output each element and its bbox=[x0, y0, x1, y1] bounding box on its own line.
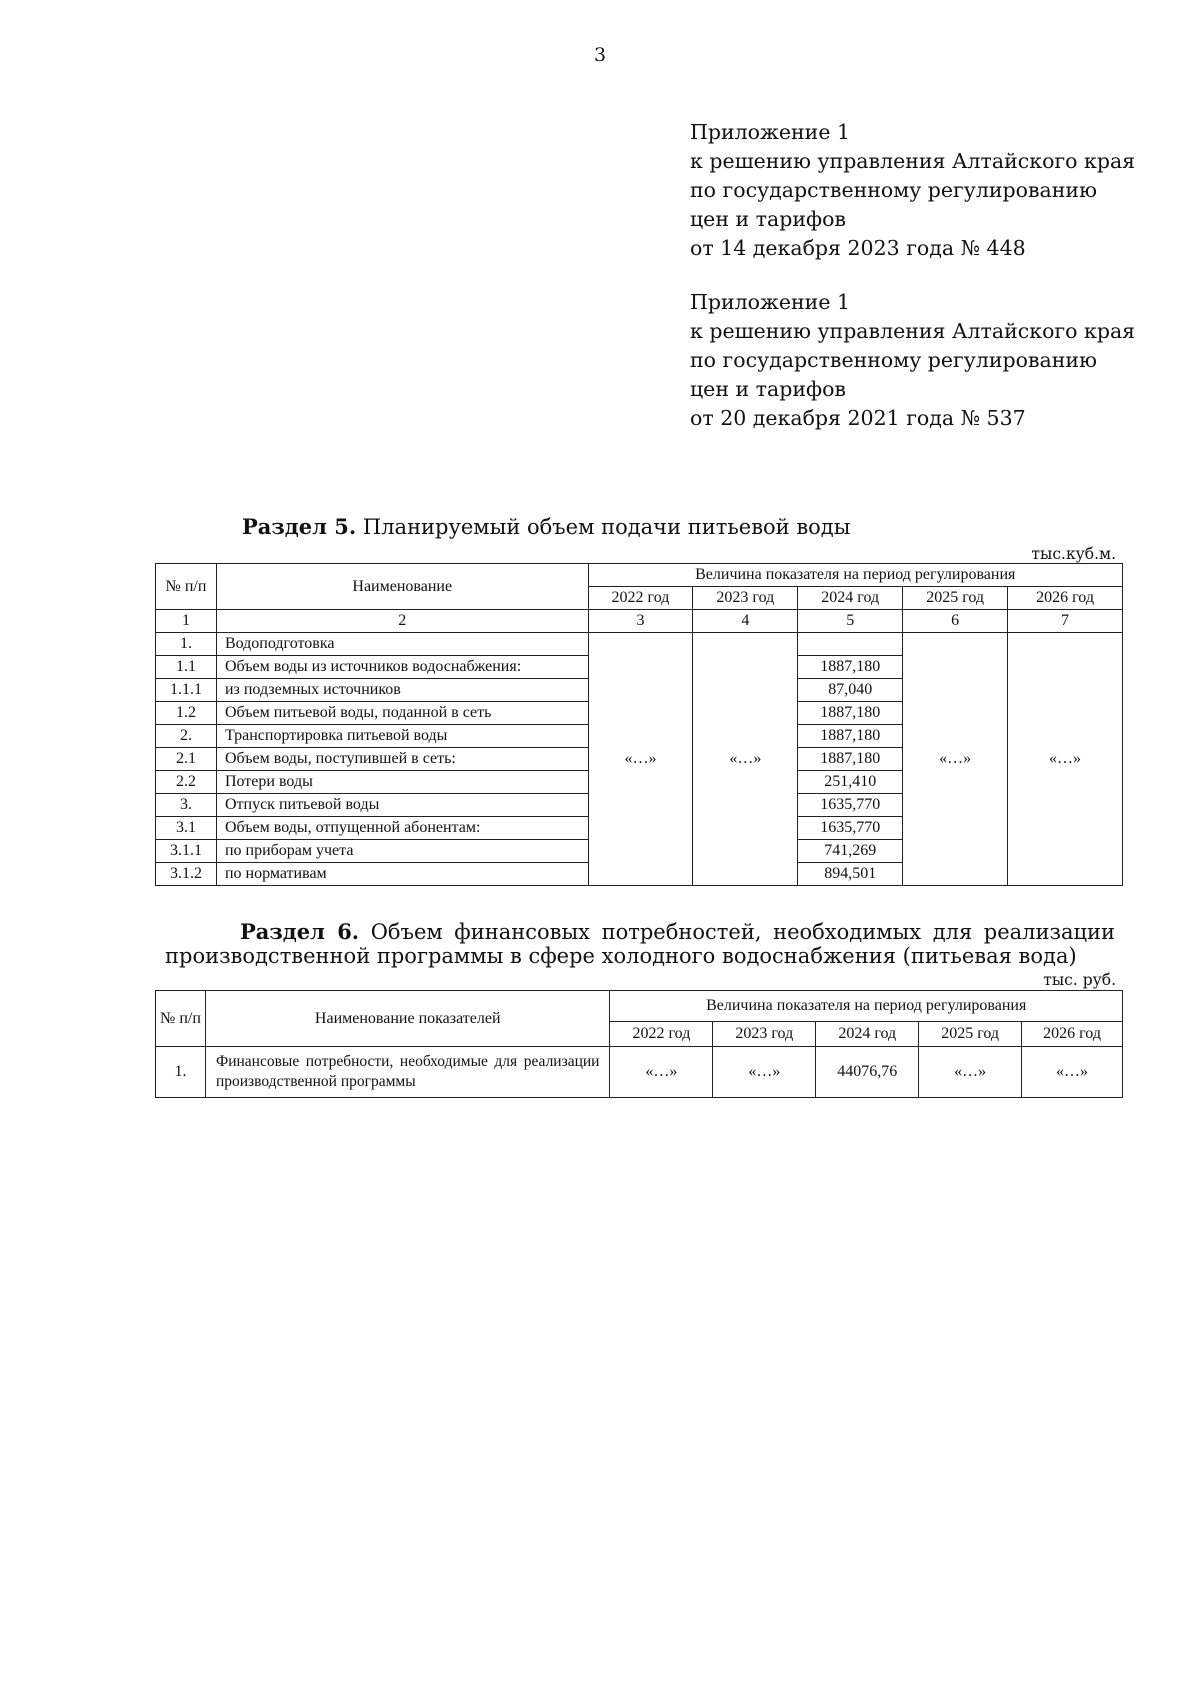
annex-previous-line3: по государственному регулированию bbox=[690, 348, 1097, 372]
row-number: 1. bbox=[156, 633, 217, 656]
row-name: Потери воды bbox=[216, 771, 588, 794]
merged-value-2025: «…» bbox=[903, 633, 1008, 886]
header-year: 2024 год bbox=[816, 1022, 919, 1047]
annex-current-line1: Приложение 1 bbox=[690, 120, 851, 144]
value-2024 bbox=[798, 633, 903, 656]
value-2024: 1887,180 bbox=[798, 656, 903, 679]
row-name: Водоподготовка bbox=[216, 633, 588, 656]
value-2024: 1887,180 bbox=[798, 748, 903, 771]
section5-units: тыс.куб.м. bbox=[1031, 545, 1116, 563]
row-name: по нормативам bbox=[216, 863, 588, 886]
header-name: Наименование bbox=[216, 564, 588, 610]
row-number: 3.1.2 bbox=[156, 863, 217, 886]
value-2026: «…» bbox=[1022, 1047, 1123, 1098]
row-name: Финансовые потребности, необходимые для реализации производственной программы bbox=[205, 1047, 610, 1098]
row-name: Объем воды, отпущенной абонентам: bbox=[216, 817, 588, 840]
value-2025: «…» bbox=[919, 1047, 1022, 1098]
value-2024: 251,410 bbox=[798, 771, 903, 794]
row-number: 1.1 bbox=[156, 656, 217, 679]
header-year: 2023 год bbox=[693, 587, 798, 610]
section5-table bbox=[155, 563, 1123, 886]
header-year: 2026 год bbox=[1022, 1022, 1123, 1047]
column-number: 2 bbox=[216, 610, 588, 633]
table-row bbox=[156, 633, 1123, 656]
annex-current-header bbox=[690, 118, 1150, 263]
annex-previous-header bbox=[690, 288, 1150, 433]
header-period: Величина показателя на период регулирования bbox=[610, 991, 1123, 1022]
header-year: 2022 год bbox=[610, 1022, 713, 1047]
value-2024: 44076,76 bbox=[816, 1047, 919, 1098]
row-number: 1. bbox=[156, 1047, 206, 1098]
annex-current-line5: от 14 декабря 2023 года № 448 bbox=[690, 236, 1026, 260]
value-2024: 1635,770 bbox=[798, 794, 903, 817]
value-2022: «…» bbox=[610, 1047, 713, 1098]
value-2024: 741,269 bbox=[798, 840, 903, 863]
column-number: 1 bbox=[156, 610, 217, 633]
column-number: 6 bbox=[903, 610, 1008, 633]
section6-label: Раздел 6. bbox=[240, 919, 360, 944]
header-year: 2023 год bbox=[713, 1022, 816, 1047]
header-num: № п/п bbox=[156, 564, 217, 610]
merged-value-2022: «…» bbox=[588, 633, 693, 886]
section5-title-text: Планируемый объем подачи питьевой воды bbox=[362, 515, 851, 539]
table-row bbox=[156, 1047, 1123, 1098]
row-name: Объем воды из источников водоснабжения: bbox=[216, 656, 588, 679]
column-number: 3 bbox=[588, 610, 693, 633]
row-name: из подземных источников bbox=[216, 679, 588, 702]
annex-current-line3: по государственному регулированию bbox=[690, 178, 1097, 202]
row-number: 2.1 bbox=[156, 748, 217, 771]
header-year: 2025 год bbox=[903, 587, 1008, 610]
section6-title bbox=[165, 920, 1115, 968]
header-period: Величина показателя на период регулирования bbox=[588, 564, 1122, 587]
row-number: 2.2 bbox=[156, 771, 217, 794]
row-name: Транспортировка питьевой воды bbox=[216, 725, 588, 748]
value-2024: 1635,770 bbox=[798, 817, 903, 840]
header-name: Наименование показателей bbox=[205, 991, 610, 1047]
value-2024: 1887,180 bbox=[798, 725, 903, 748]
value-2023: «…» bbox=[713, 1047, 816, 1098]
column-number: 5 bbox=[798, 610, 903, 633]
annex-previous-line5: от 20 декабря 2021 года № 537 bbox=[690, 406, 1026, 430]
column-number: 7 bbox=[1008, 610, 1123, 633]
section5-title bbox=[242, 514, 850, 539]
row-number: 2. bbox=[156, 725, 217, 748]
value-2024: 1887,180 bbox=[798, 702, 903, 725]
row-name: по приборам учета bbox=[216, 840, 588, 863]
header-year: 2026 год bbox=[1008, 587, 1123, 610]
merged-value-2023: «…» bbox=[693, 633, 798, 886]
annex-previous-line2: к решению управления Алтайского края bbox=[690, 319, 1136, 343]
row-number: 1.2 bbox=[156, 702, 217, 725]
annex-current-line2: к решению управления Алтайского края bbox=[690, 149, 1136, 173]
annex-previous-line1: Приложение 1 bbox=[690, 290, 851, 314]
section6-table bbox=[155, 990, 1123, 1098]
section6-units: тыс. руб. bbox=[1043, 971, 1116, 989]
header-num: № п/п bbox=[156, 991, 206, 1047]
annex-previous-line4: цен и тарифов bbox=[690, 377, 846, 401]
row-name: Отпуск питьевой воды bbox=[216, 794, 588, 817]
value-2024: 87,040 bbox=[798, 679, 903, 702]
header-year: 2025 год bbox=[919, 1022, 1022, 1047]
row-number: 3.1.1 bbox=[156, 840, 217, 863]
row-number: 3.1 bbox=[156, 817, 217, 840]
annex-current-line4: цен и тарифов bbox=[690, 207, 846, 231]
header-year: 2024 год bbox=[798, 587, 903, 610]
page-number: 3 bbox=[593, 44, 607, 66]
section6-title-text: Объем финансовых потребностей, необходимых для реализации производственной программы в сфере холодного водоснабжения (питьевая вода) bbox=[165, 920, 1115, 968]
value-2024: 894,501 bbox=[798, 863, 903, 886]
row-number: 1.1.1 bbox=[156, 679, 217, 702]
row-name: Объем питьевой воды, поданной в сеть bbox=[216, 702, 588, 725]
row-name: Объем воды, поступившей в сеть: bbox=[216, 748, 588, 771]
header-year: 2022 год bbox=[588, 587, 693, 610]
column-number: 4 bbox=[693, 610, 798, 633]
section5-label: Раздел 5. bbox=[242, 514, 357, 539]
merged-value-2026: «…» bbox=[1008, 633, 1123, 886]
row-number: 3. bbox=[156, 794, 217, 817]
